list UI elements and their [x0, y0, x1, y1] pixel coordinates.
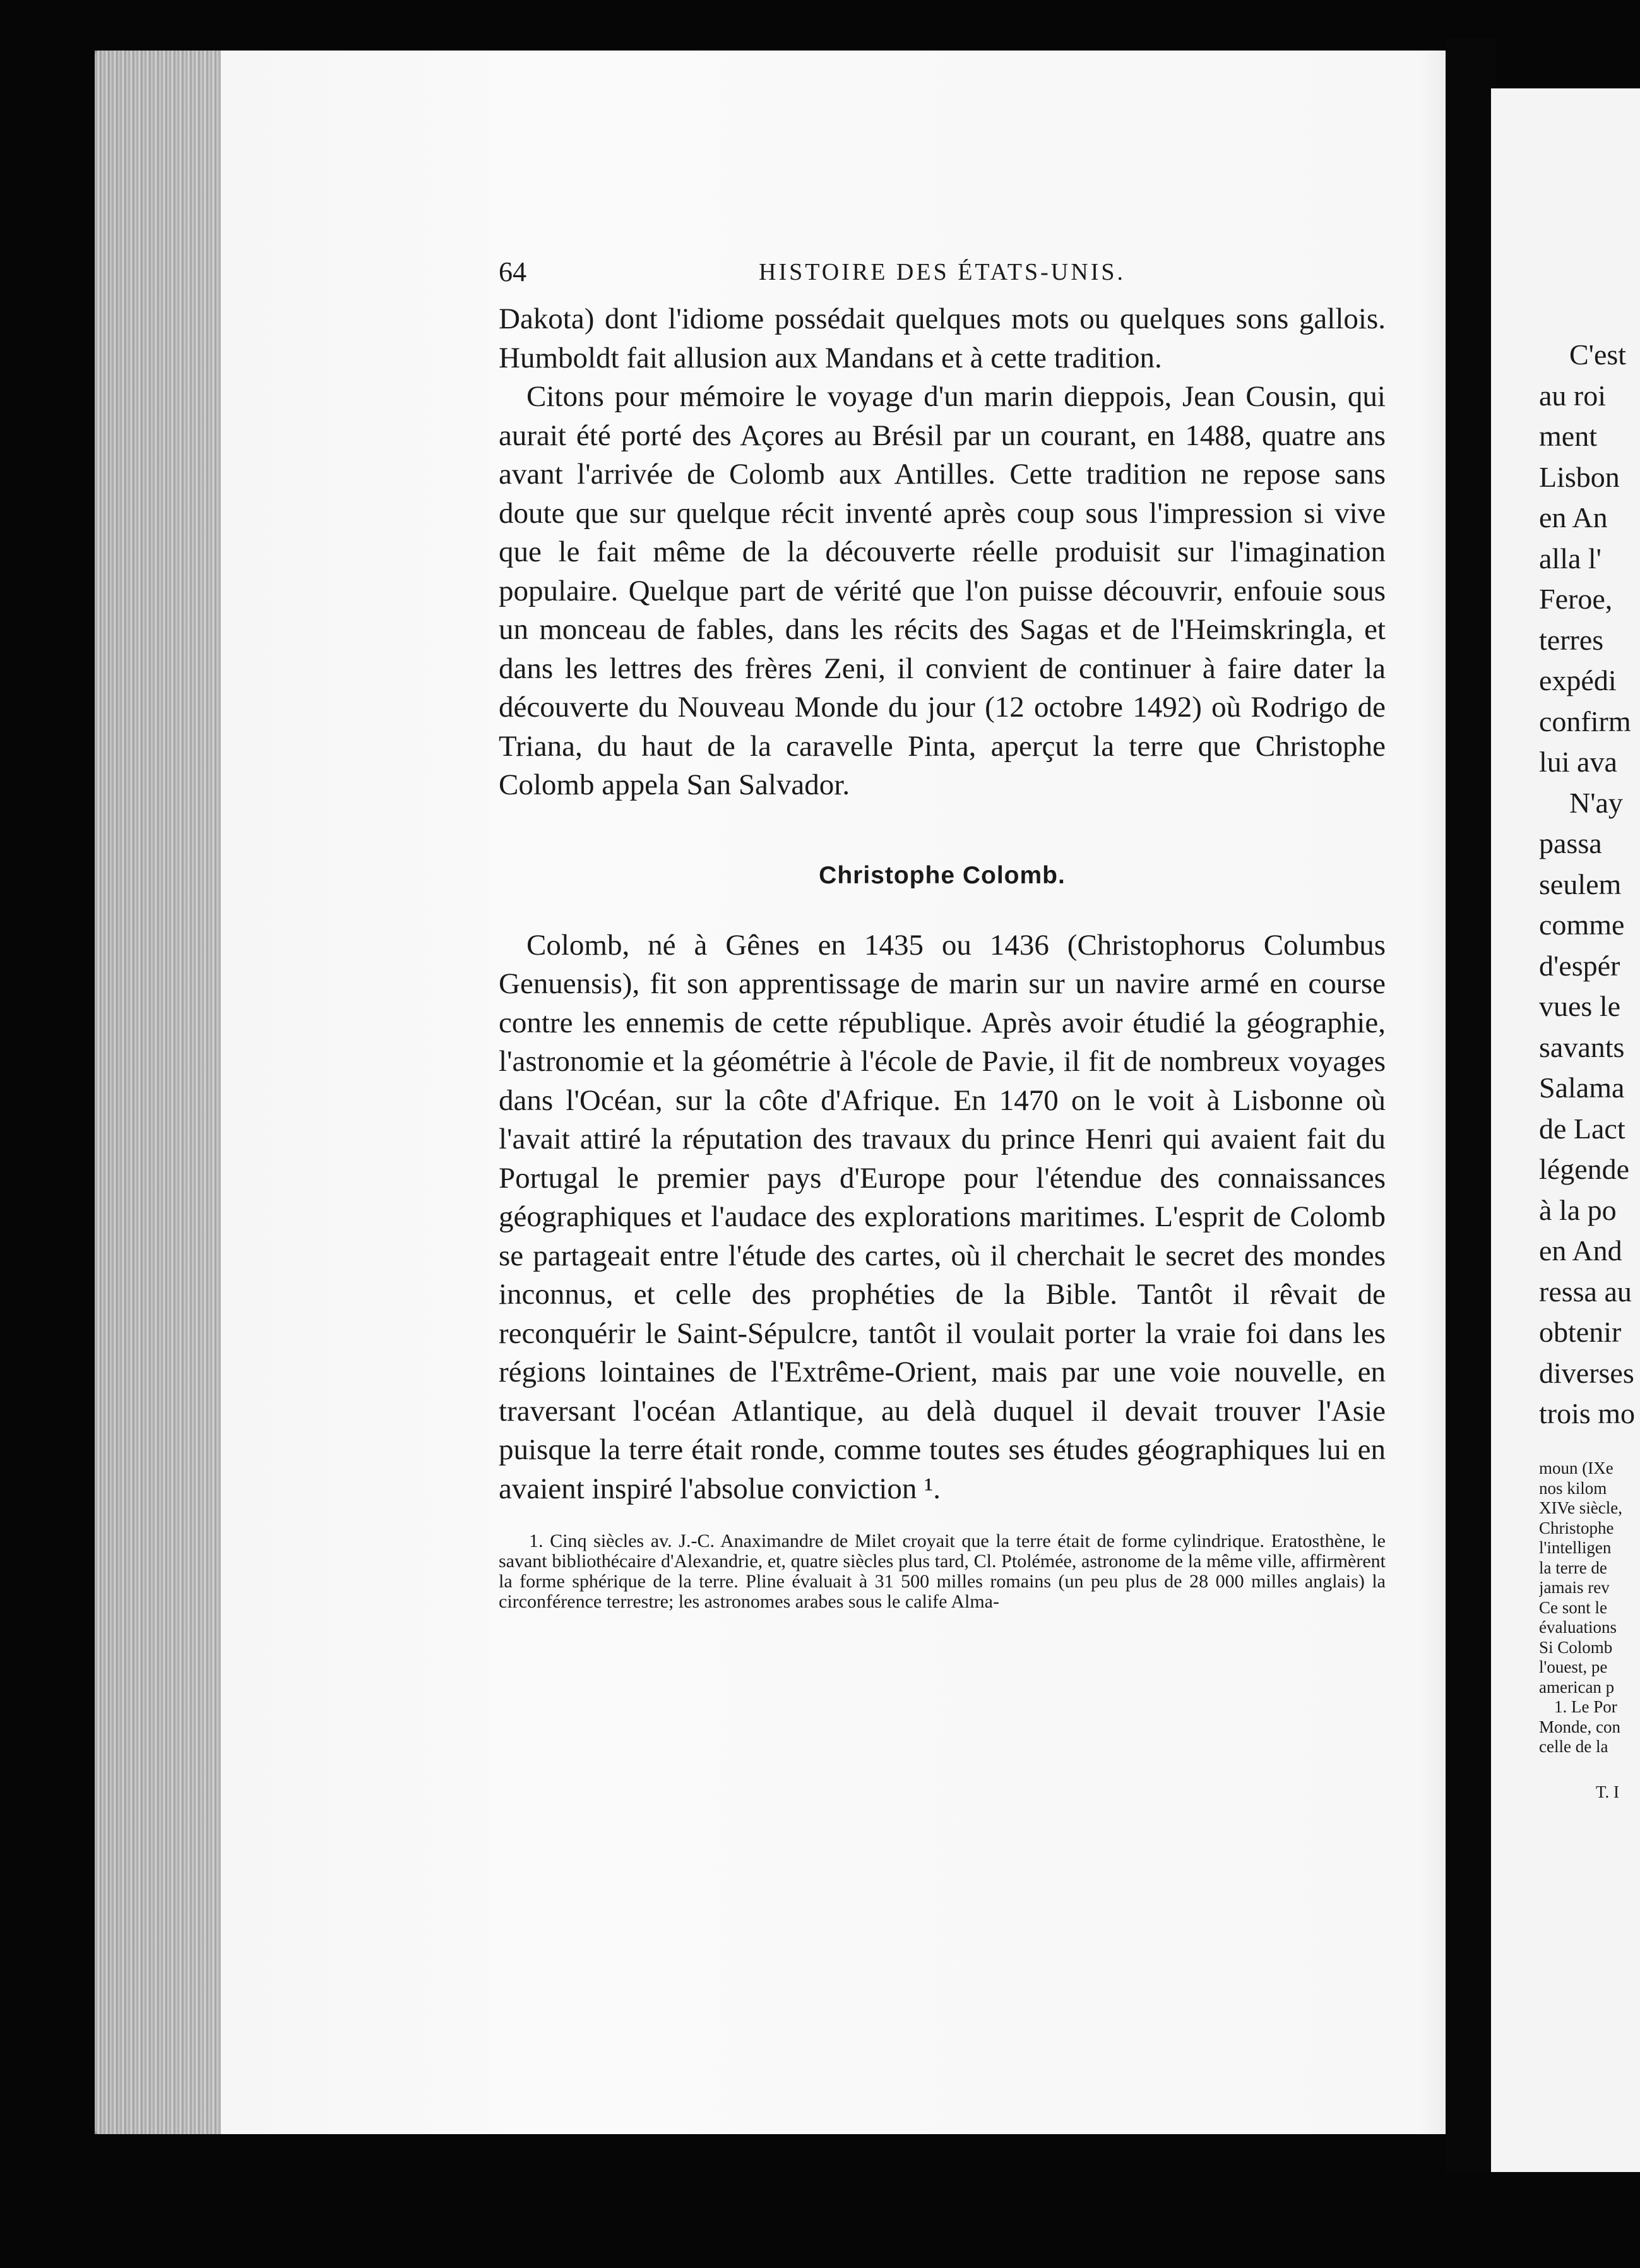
right-footnote-line: XIVe siècle,: [1539, 1498, 1622, 1517]
paragraph-2: Citons pour mémoire le voyage d'un marin dieppois, Jean Cousin, qui aurait été porté des Açores au Brésil par un courant, en 1488, quatre ans avant l'arrivée de Colomb aux Antilles. Cette tradition ne repose sans doute que sur quelque récit inventé après coup sous l'impression si vive que le fait même de la découverte réelle produisit sur l'imagination populaire. Quelque part de vérité que l'on puisse découvrir, enfouie sous un monceau de fables, dans les récits des Sagas et de l'Heimskringla, et dans les lettres des frères Zeni, il convient de continuer à faire dater la découverte du Nouveau Monde du jour (12 octobre 1492) où Rodrigo de Triana, du haut de la caravelle Pinta, aperçut la terre que Christophe Colomb appela San Salvador.: [499, 380, 1386, 801]
right-footnote-line: l'ouest, pe: [1539, 1657, 1608, 1676]
right-page-line: terres: [1539, 623, 1604, 656]
running-head: [499, 256, 1386, 300]
right-page-line: au roi: [1539, 379, 1607, 412]
right-footnote-lines: [1539, 1459, 1640, 1757]
section-paragraph: Colomb, né à Gênes en 1435 ou 1436 (Christophorus Columbus Genuensis), fit son apprentissage de marin sur un navire armé en course contre les ennemis de cette république. Après avoir étudié la géographie, l'astronomie et la géométrie à l'école de Pavie, il fit de nombreux voyages dans l'Océan, sur la côte d'Afrique. En 1470 on le voit à Lisbonne où l'avait attiré la réputation des travaux du prince Henri qui avaient fait du Portugal le premier pays d'Europe pour l'étendue des connaissances géographiques et l'audace des explorations maritimes. L'esprit de Colomb se partageait entre l'étude des cartes, où il cherchait le secret des mondes inconnus, et celle des prophéties de la Bible. Tantôt il rêvait de reconquérir le Saint-Sépulcre, tantôt il voulait porter la vraie foi dans les régions lointaines de l'Extrême-Orient, mais par une voie nouvelle, en traversant l'océan Atlantique, au delà duquel il devait trouver l'Asie puisque la terre était ronde, comme toutes ses études géographiques lui en avaient inspiré l'absolue conviction ¹.: [499, 928, 1386, 1505]
running-title: HISTOIRE DES ÉTATS-UNIS.: [759, 259, 1126, 285]
right-page-line: vues le: [1539, 990, 1621, 1022]
right-page-line: diverses: [1539, 1356, 1634, 1389]
right-footnote-line: la terre de: [1539, 1558, 1607, 1577]
right-footnote-line: Monde, con: [1539, 1717, 1620, 1736]
right-page-line: seulem: [1539, 868, 1622, 900]
right-page-line: ment: [1539, 420, 1597, 452]
right-page-line: confirm: [1539, 705, 1631, 737]
right-page-line: savants: [1539, 1030, 1625, 1063]
footnote-1: 1. Cinq siècles av. J.-C. Anaximandre de Milet croyait que la terre était de forme cylindrique. Eratosthène, le savant bibliothécaire d'Alexandrie, et, quatre siècles plus tard, Cl. Ptolémée, astronome de la même ville, affirmèrent la forme sphérique de la terre. Pline évaluait à 31 500 milles romains (un peu plus de 28 000 milles anglais) la circonférence terrestre; les astronomes arabes sous le calife Alma-: [499, 1531, 1386, 1612]
right-page-line: Lisbon: [1539, 460, 1620, 493]
right-page-line: lui ava: [1539, 746, 1617, 778]
right-page-line: légende: [1539, 1153, 1630, 1185]
right-page-line: alla l': [1539, 542, 1601, 575]
book-page-edges: [95, 51, 221, 2134]
right-page-line: Feroe,: [1539, 583, 1613, 615]
right-footnote-line: l'intelligen: [1539, 1538, 1612, 1557]
right-footnote-line: american p: [1539, 1677, 1615, 1697]
right-page-line: en An: [1539, 501, 1608, 534]
right-footnote-line: nos kilom: [1539, 1478, 1607, 1498]
right-page-text-fragment: [1539, 335, 1640, 1435]
footnote-area: [499, 1531, 1386, 1612]
signature-mark: T. I: [1596, 1782, 1619, 1801]
right-page-line: à la po: [1539, 1193, 1617, 1226]
section-heading: Christophe Colomb.: [819, 861, 1066, 889]
right-page-line: comme: [1539, 909, 1625, 941]
right-footnote-line: Si Colomb: [1539, 1637, 1613, 1657]
page-number: 64: [499, 256, 526, 287]
right-footnote-line: jamais rev: [1539, 1578, 1610, 1597]
right-page-line: en And: [1539, 1234, 1622, 1267]
right-page-line: Salama: [1539, 1071, 1625, 1104]
right-page-line: N'ay: [1569, 786, 1623, 819]
right-footnote-line: Christophe: [1539, 1518, 1614, 1537]
right-page-line: ressa au: [1539, 1275, 1632, 1308]
right-page-line: passa: [1539, 827, 1602, 859]
right-footnote-line: celle de la: [1539, 1737, 1608, 1756]
right-footnote-line: 1. Le Por: [1554, 1697, 1617, 1716]
right-page-line: d'espér: [1539, 949, 1620, 982]
right-page-line: expédi: [1539, 664, 1617, 696]
paragraph-1: Dakota) dont l'idiome possédait quelques mots ou quelques sons gallois. Humboldt fait allusion aux Mandans et à cette tradition.: [499, 302, 1386, 374]
right-page-line: trois mo: [1539, 1397, 1636, 1429]
right-footnote-line: évaluations: [1539, 1618, 1617, 1637]
right-page-line: de Lact: [1539, 1112, 1625, 1145]
right-page-line: C'est: [1569, 338, 1627, 371]
book-gutter: [1446, 38, 1496, 2172]
right-footnote-line: Ce sont le: [1539, 1597, 1607, 1617]
right-page-line: obtenir: [1539, 1316, 1622, 1348]
right-page-footnote-fragment: [1539, 1459, 1640, 1802]
left-page-text: [499, 256, 1386, 1612]
right-footnote-line: moun (IXe: [1539, 1459, 1613, 1477]
